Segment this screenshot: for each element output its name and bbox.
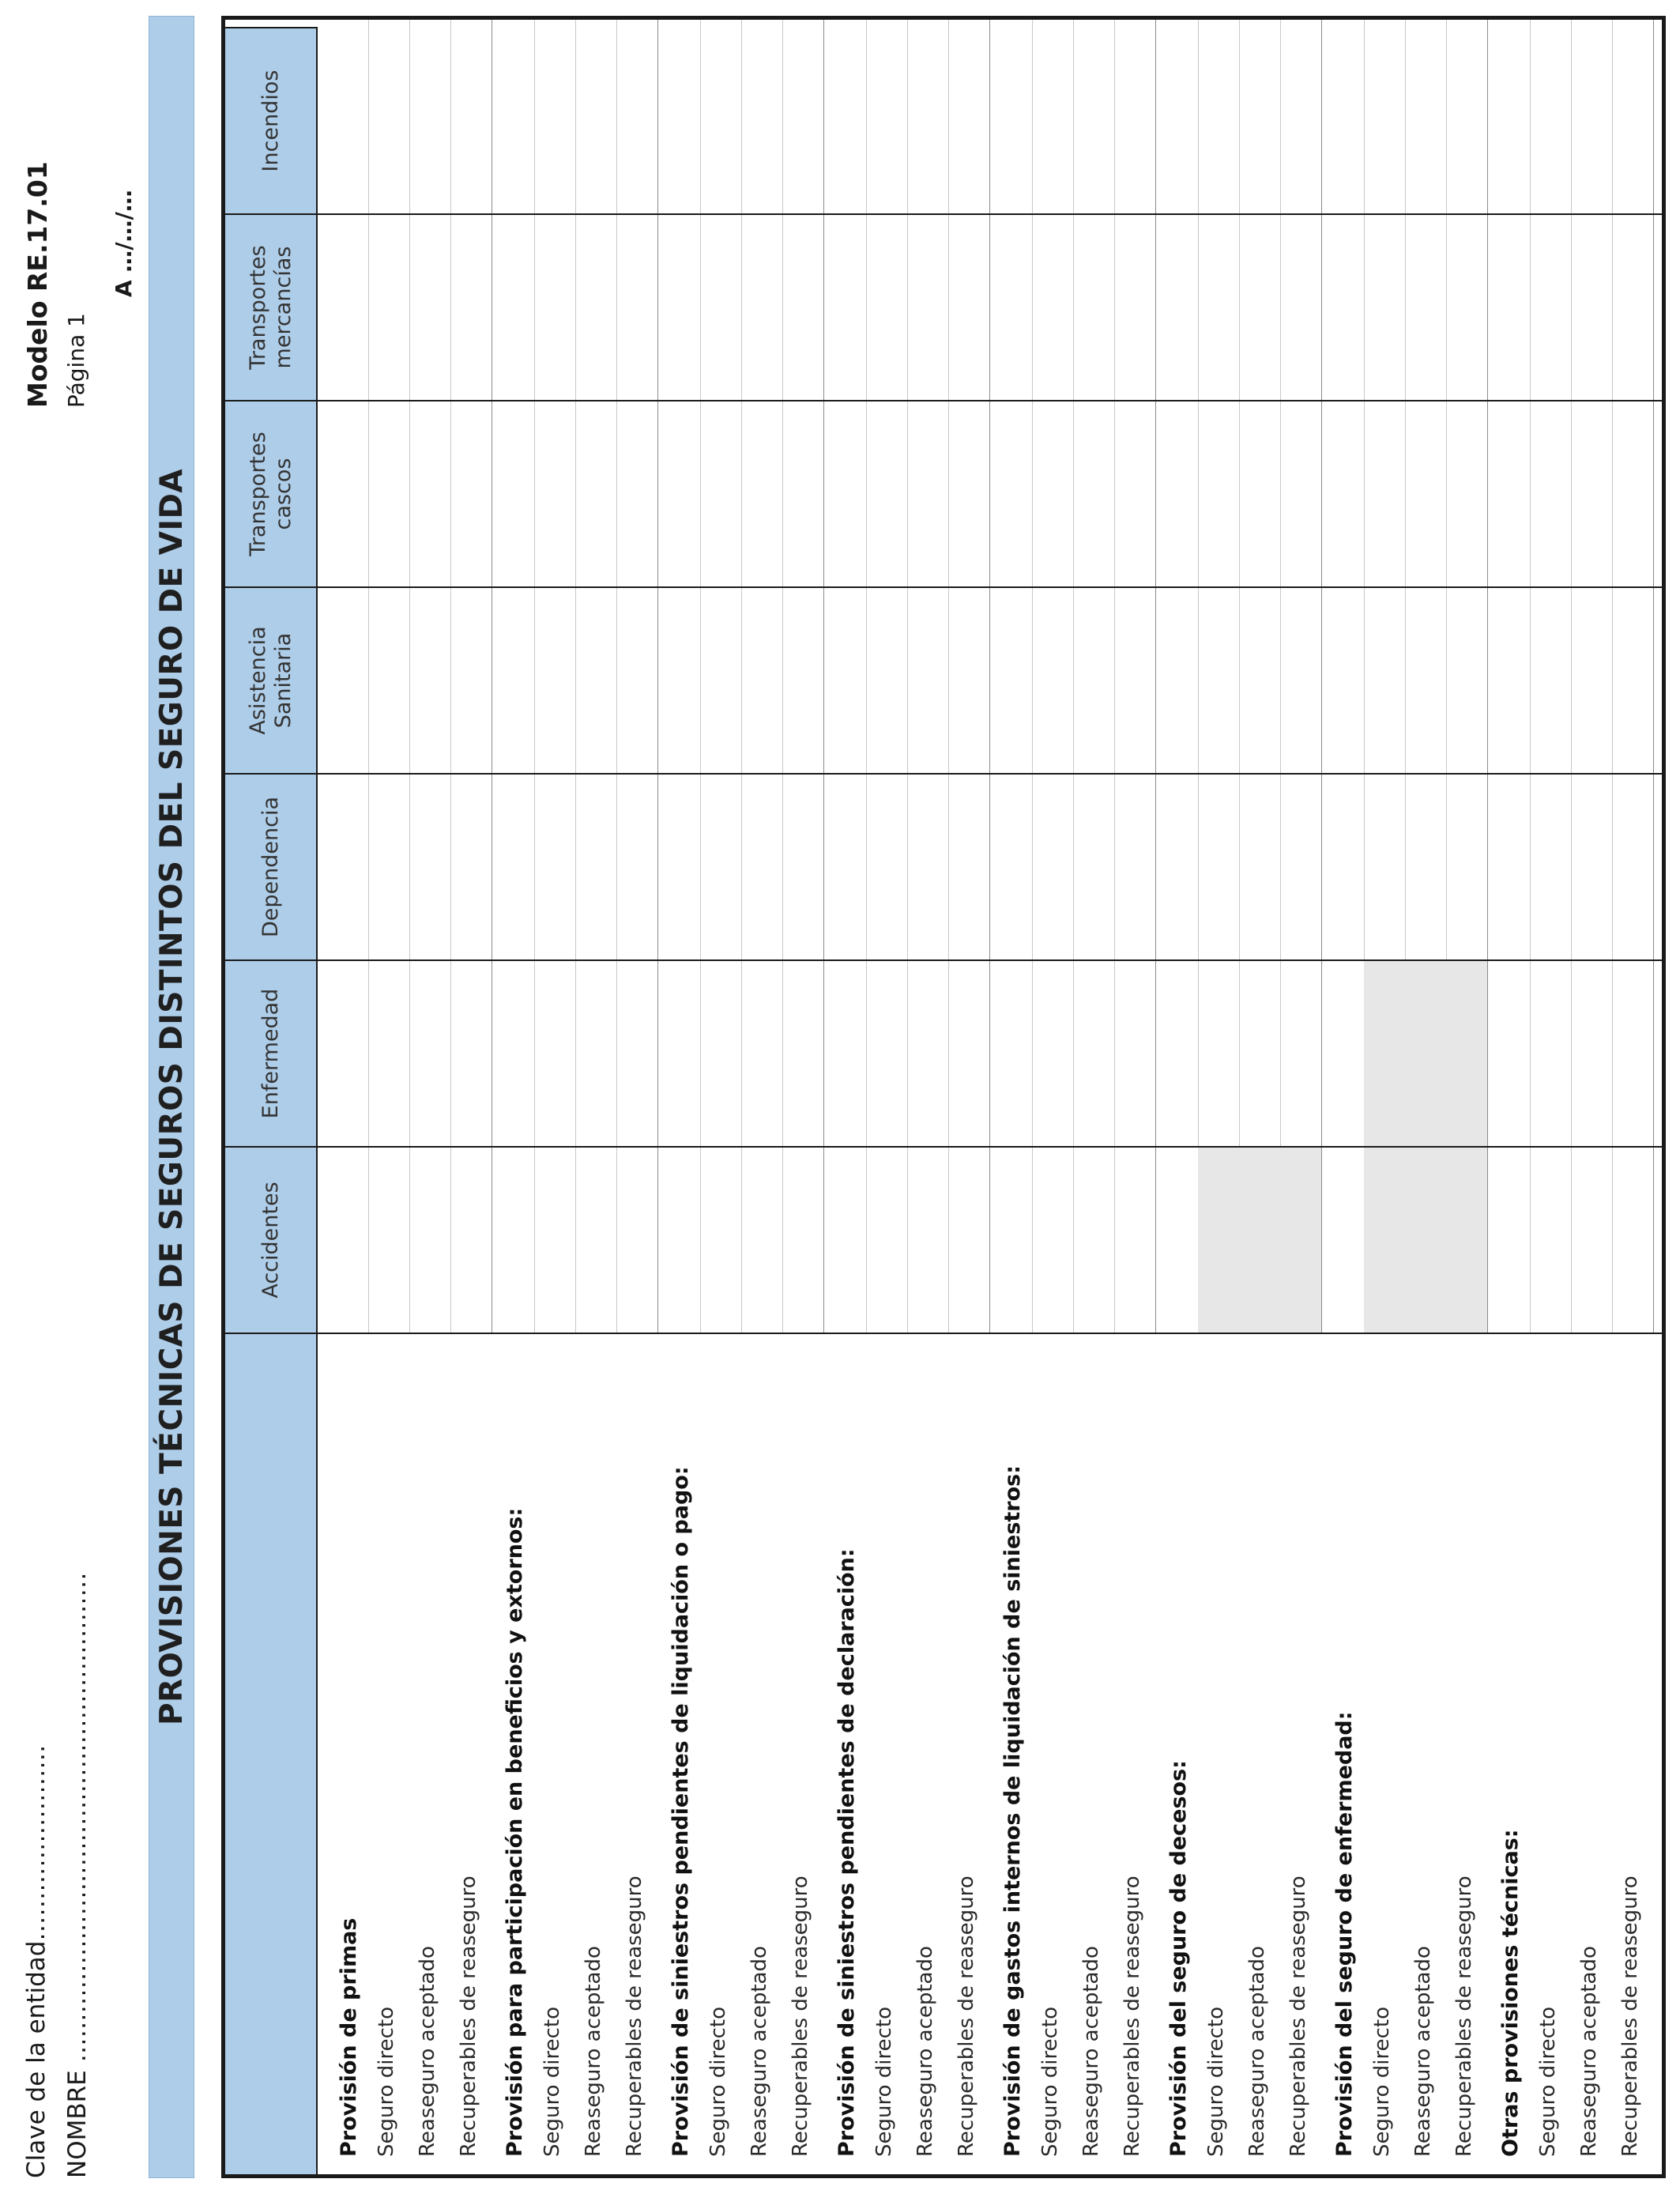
column-divider [225, 213, 1662, 215]
row-label: Reaseguro aceptado [1079, 1946, 1103, 2157]
column-divider [225, 959, 1662, 961]
row-label: Recuperables de reaseguro [1452, 1875, 1476, 2157]
model-code: Modelo RE.17.01 [22, 161, 53, 408]
column-header-asistencia-sanitaria [225, 586, 318, 773]
table-row[interactable] [1530, 20, 1572, 1333]
column-header-line1: Incendios [258, 70, 283, 172]
row-label: Reaseguro aceptado [913, 1946, 937, 2157]
section-heading-row [1162, 20, 1199, 1333]
column-divider [225, 1333, 1662, 1334]
table-row[interactable] [948, 20, 990, 1333]
row-label: Seguro directo [872, 2006, 896, 2157]
column-header-enfermedad [225, 959, 318, 1146]
section-heading-row [1328, 20, 1365, 1333]
table-row[interactable] [782, 20, 824, 1333]
column-header-line1: Asistencia [245, 626, 270, 735]
column-divider [225, 586, 1662, 588]
row-label: Recuperables de reaseguro [623, 1875, 646, 2157]
table-row[interactable] [1073, 20, 1115, 1333]
row-label: Seguro directo [375, 2006, 398, 2157]
row-label: Recuperables de reaseguro [1286, 1875, 1310, 2157]
table-row[interactable] [1280, 20, 1322, 1333]
shaded-cell [1405, 1146, 1446, 1333]
table-row[interactable] [1612, 20, 1654, 1333]
column-header-incendios [225, 27, 318, 213]
page-number: Página 1 [63, 313, 89, 408]
section-heading-row [498, 20, 535, 1333]
row-label: Seguro directo [1536, 2006, 1560, 2157]
row-label: Reaseguro aceptado [1411, 1946, 1435, 2157]
row-label: Seguro directo [541, 2006, 564, 2157]
row-label: Recuperables de reaseguro [457, 1875, 480, 2157]
column-header-line2: Sanitaria [270, 632, 296, 729]
column-header-line1: Transportes [245, 432, 270, 556]
row-label: Recuperables de reaseguro [955, 1875, 978, 2157]
row-label: Recuperables de reaseguro [1121, 1875, 1144, 2157]
column-header-accidentes [225, 1146, 318, 1333]
entity-name-field[interactable]: NOMBRE …………………………………………………… [63, 1572, 92, 2178]
section-heading: Provisión del seguro de decesos: [1166, 1760, 1191, 2157]
shaded-cell [1405, 959, 1446, 1146]
entity-code-field[interactable]: Clave de la entidad…………………… [22, 1744, 51, 2178]
shaded-cell [1446, 959, 1487, 1146]
shaded-cell [1364, 1146, 1405, 1333]
row-label: Reaseguro aceptado [1245, 1946, 1269, 2157]
row-label: Seguro directo [1204, 2006, 1228, 2157]
table-row[interactable] [1032, 20, 1074, 1333]
title-band [149, 16, 194, 2178]
section-heading-row [664, 20, 701, 1333]
shaded-cell [1239, 1146, 1280, 1333]
table-row[interactable] [534, 20, 576, 1333]
column-header-transportes-cascos [225, 400, 318, 586]
column-header-line1: Accidentes [258, 1182, 283, 1299]
shaded-cell [1280, 1146, 1321, 1333]
section-heading-row [996, 20, 1033, 1333]
section-heading: Otras provisiones técnicas: [1498, 1829, 1523, 2157]
table-row[interactable] [409, 20, 451, 1333]
section-heading: Provisión de siniestros pendientes de declaración: [834, 1548, 859, 2157]
table-row[interactable] [700, 20, 742, 1333]
shaded-cell [1446, 1146, 1487, 1333]
date-field[interactable]: A …/…/… [111, 190, 137, 297]
section-heading: Provisión de gastos internos de liquidación de siniestros: [1000, 1465, 1025, 2157]
section-heading: Provisión para participación en beneficios y extornos: [503, 1507, 527, 2157]
table-row[interactable] [616, 20, 658, 1333]
column-header-line1: Enfermedad [258, 988, 283, 1119]
section-heading-row [830, 20, 867, 1333]
column-divider [225, 400, 1662, 401]
row-label: Seguro directo [1038, 2006, 1062, 2157]
column-header-line1: Dependencia [258, 796, 283, 938]
section-heading: Provisión de siniestros pendientes de liquidación o pago: [669, 1466, 693, 2157]
column-header-line1: Transportes [245, 245, 270, 370]
table-row[interactable] [1239, 20, 1281, 1333]
section-heading-row [1494, 20, 1531, 1333]
column-header-line2: mercancías [270, 246, 296, 369]
section-heading: Provisión de primas [337, 1917, 361, 2157]
row-label: Recuperables de reaseguro [1618, 1875, 1642, 2157]
column-header-dependencia [225, 773, 318, 959]
table-row[interactable] [575, 20, 617, 1333]
column-header-line2: cascos [270, 458, 296, 530]
row-label: Reaseguro aceptado [1577, 1946, 1601, 2157]
row-label: Seguro directo [706, 2006, 730, 2157]
section-heading: Provisión del seguro de enfermedad: [1332, 1711, 1357, 2157]
table-row[interactable] [866, 20, 908, 1333]
row-label: Reaseguro aceptado [582, 1946, 605, 2157]
table-row[interactable] [741, 20, 783, 1333]
provisions-table [221, 16, 1666, 2178]
row-label: Reaseguro aceptado [416, 1946, 439, 2157]
row-label: Seguro directo [1370, 2006, 1394, 2157]
row-label: Recuperables de reaseguro [789, 1875, 812, 2157]
row-label: Reaseguro aceptado [748, 1946, 771, 2157]
label-column-header [225, 1333, 318, 2174]
column-header-transportes-mercancas [225, 213, 318, 400]
shaded-cell [1198, 1146, 1239, 1333]
column-divider [225, 773, 1662, 775]
table-row[interactable] [907, 20, 949, 1333]
shaded-cell [1364, 959, 1405, 1146]
section-heading-row [332, 20, 369, 1333]
page-title: PROVISIONES TÉCNICAS DE SEGUROS DISTINTOS DEL SEGURO DE VIDA [153, 468, 190, 1726]
table-row[interactable] [1571, 20, 1613, 1333]
table-row[interactable] [1114, 20, 1156, 1333]
table-row[interactable] [1198, 20, 1240, 1333]
table-row[interactable] [368, 20, 410, 1333]
table-row[interactable] [450, 20, 492, 1333]
column-divider [225, 1146, 1662, 1148]
